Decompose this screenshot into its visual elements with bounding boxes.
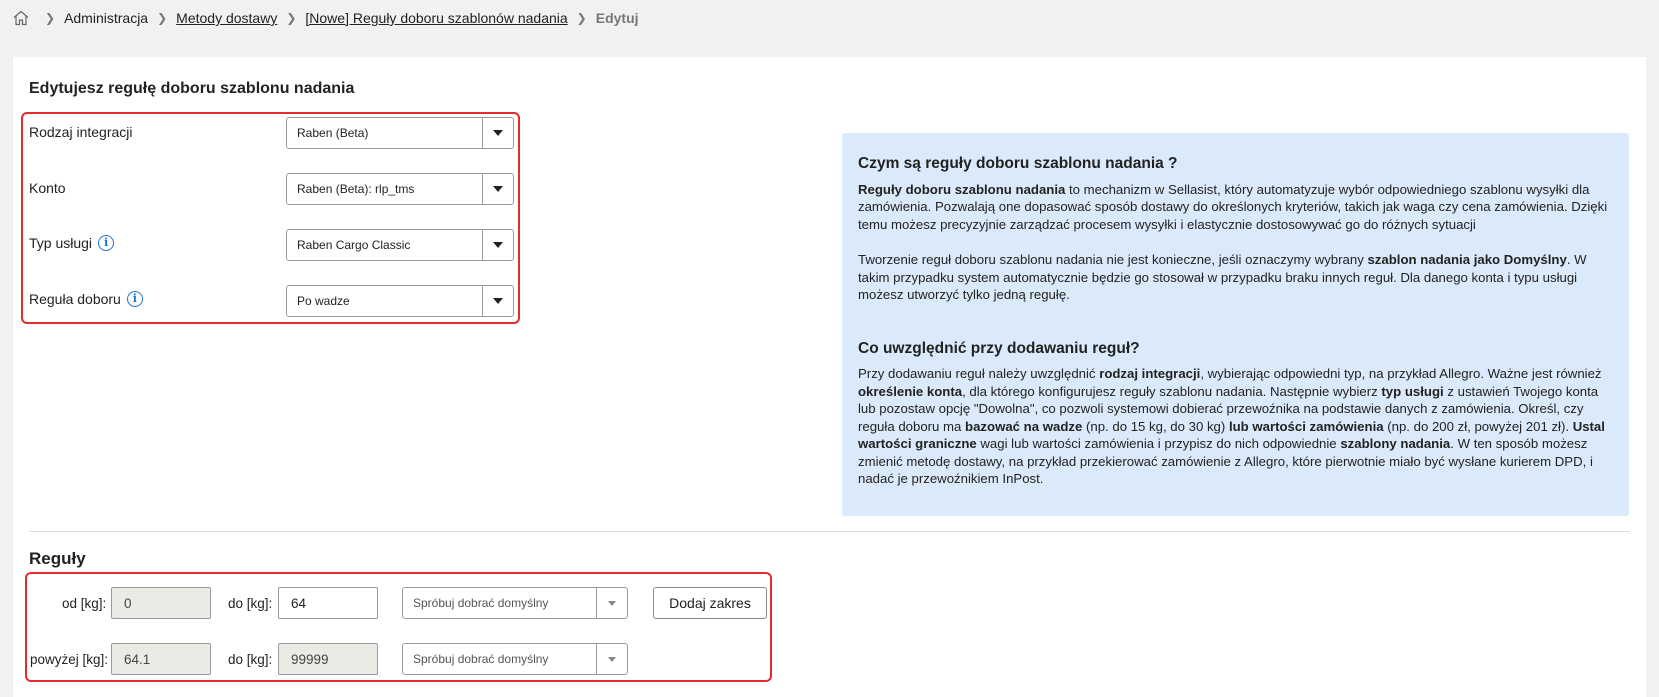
service-label: Typ usługi i	[29, 235, 114, 251]
chevron-down-icon[interactable]	[482, 230, 513, 260]
chevron-right-icon: ❯	[45, 11, 56, 25]
integration-label: Rodzaj integracji	[29, 124, 133, 140]
info-icon[interactable]: i	[127, 291, 143, 307]
rule-label: Reguła doboru i	[29, 291, 143, 307]
account-select[interactable]	[286, 173, 514, 205]
to-label: do [kg]:	[228, 596, 273, 611]
to-input[interactable]: 99999	[278, 643, 378, 675]
chevron-right-icon: ❯	[286, 11, 297, 25]
chevron-right-icon: ❯	[576, 11, 587, 25]
divider	[29, 531, 1630, 532]
page-title: Edytujesz regułę doboru szablonu nadania	[29, 80, 355, 97]
info-icon[interactable]: i	[98, 235, 114, 251]
from-input[interactable]: 0	[111, 587, 211, 619]
account-value: Raben (Beta): rlp_tms	[297, 182, 415, 196]
home-icon[interactable]	[12, 9, 30, 27]
from-label: od [kg]:	[62, 596, 107, 611]
template-select[interactable]	[402, 643, 628, 675]
info-title-2: Co uwzględnić przy dodawaniu reguł?	[858, 339, 1140, 357]
template-value: Spróbuj dobrać domyślny	[413, 652, 549, 666]
breadcrumb-reguly-doboru[interactable]: [Nowe] Reguły doboru szablonów nadania	[305, 10, 568, 26]
service-value: Raben Cargo Classic	[297, 238, 411, 252]
info-box	[842, 133, 1629, 516]
to-label: do [kg]:	[228, 652, 273, 667]
breadcrumb-current: Edytuj	[595, 10, 639, 26]
chevron-down-icon[interactable]	[482, 118, 513, 148]
rule-select[interactable]	[286, 285, 514, 317]
rule-value: Po wadze	[297, 294, 350, 308]
template-select[interactable]	[402, 587, 628, 619]
chevron-down-icon[interactable]	[482, 286, 513, 316]
breadcrumb-administracja[interactable]: Administracja	[64, 10, 149, 26]
chevron-right-icon: ❯	[157, 11, 168, 25]
above-label: powyżej [kg]:	[30, 652, 109, 667]
breadcrumb-metody-dostawy[interactable]: Metody dostawy	[176, 10, 278, 26]
to-input[interactable]: 64	[278, 587, 378, 619]
info-paragraph-3: Przy dodawaniu reguł należy uwzględnić rodzaj integracji, wybierając odpowiedni typ, na przykład Allegro. Ważne jest również określenie konta, dla którego konfigurujesz reguły szablonu nadania. Następnie wybierz typ usługi z ustawień Twojego konta lub pozostaw opcję "Dowolna", co pozwoli systemowi dobierać przewoźnika na podstawie danych z zamówienia. Określ, czy reguła doboru ma bazować na wadze (np. do 15 kg, do 30 kg) lub wartości zamówienia (np. do 200 zł, powyżej 201 zł). Ustal wartości graniczne wagi lub wartości zamówienia i przypisz do nich odpowiednie szablony nadania. W ten sposób możesz zmienić metodę dostawy, na przykład przekierować zamówienie z Allegro, które pierwotnie miało być wysłane kurierem DPD, i nadać je przewoźnikiem InPost.	[858, 366, 1605, 486]
breadcrumb	[12, 8, 639, 28]
account-label: Konto	[29, 180, 66, 196]
service-select[interactable]	[286, 229, 514, 261]
chevron-down-icon[interactable]	[482, 174, 513, 204]
above-input[interactable]: 64.1	[111, 643, 211, 675]
rules-heading: Reguły	[29, 549, 86, 568]
integration-value: Raben (Beta)	[297, 126, 369, 140]
integration-select[interactable]	[286, 117, 514, 149]
chevron-down-icon[interactable]	[596, 644, 627, 674]
add-range-button[interactable]: Dodaj zakres	[653, 587, 767, 619]
template-value: Spróbuj dobrać domyślny	[413, 596, 549, 610]
info-title-1: Czym są reguły doboru szablonu nadania ?	[858, 155, 1178, 172]
info-paragraph-1: Reguły doboru szablonu nadania to mechanizm w Sellasist, który automatyzuje wybór odpowiedniego szablonu wysyłki dla zamówienia. Pozwalają one dopasować sposób dostawy do określonych kryteriów, takich jak waga czy cena zamówienia. Dzięki temu możesz precyzyjnie zarządzać procesem wysyłki i elastycznie dostosowywać go do różnych sytuacji	[858, 181, 1608, 232]
info-paragraph-2: Tworzenie reguł doboru szablonu nadania nie jest konieczne, jeśli oznaczymy wybrany szablon nadania jako Domyślny. W takim przypadku system automatycznie będzie go stosował w przypadku braku innych reguł. Dla danego konta i typu usługi możesz utworzyć tylko jedną regułę.	[858, 252, 1587, 302]
chevron-down-icon[interactable]	[596, 588, 627, 618]
